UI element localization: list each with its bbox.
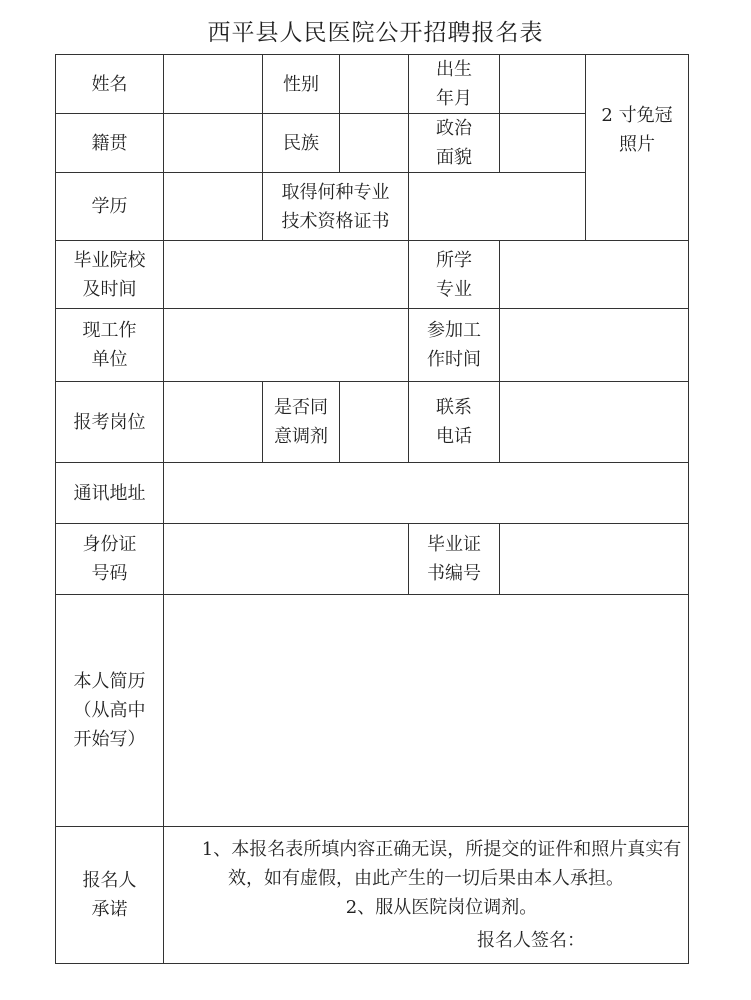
work-start-field[interactable] <box>500 309 689 382</box>
resume-label: 本人简历 （从高中 开始写） <box>73 671 146 750</box>
name-field[interactable] <box>164 55 263 114</box>
school-time-label: 毕业院校 及时间 <box>73 249 146 300</box>
photo-label: 2 寸免冠 照片 <box>601 104 673 155</box>
birth-label: 出生 年月 <box>436 59 472 109</box>
promise-label-cell <box>56 827 164 964</box>
political-status-label-cell <box>409 114 500 173</box>
promise-label: 报名人 承诺 <box>82 870 137 920</box>
native-place-label-cell <box>56 114 164 173</box>
work-start-label-cell <box>409 309 500 382</box>
education-label: 学历 <box>91 196 128 217</box>
work-unit-label-cell <box>56 309 164 382</box>
ethnicity-label: 民族 <box>283 132 319 154</box>
major-label-cell <box>409 241 500 309</box>
signature-label: 报名人签名： <box>477 930 585 951</box>
qualification-field[interactable] <box>409 173 586 241</box>
political-status-label: 政治 面貌 <box>436 118 472 168</box>
promise-content <box>164 827 689 964</box>
education-label-cell <box>56 173 164 241</box>
position-label: 报考岗位 <box>73 411 146 433</box>
major-label: 所学 专业 <box>436 249 472 300</box>
native-place-label: 籍贯 <box>91 132 128 154</box>
id-number-label: 身份证 号码 <box>82 534 137 584</box>
phone-label-cell <box>409 382 500 463</box>
work-unit-label: 现工作 单位 <box>82 320 137 370</box>
diploma-number-label-cell <box>409 524 500 595</box>
position-field[interactable] <box>164 382 263 463</box>
adjust-label: 是否同 意调剂 <box>274 397 328 447</box>
qualification-label-cell <box>263 173 409 241</box>
address-label: 通讯地址 <box>73 482 146 504</box>
resume-field[interactable] <box>164 595 689 827</box>
position-label-cell <box>56 382 164 463</box>
diploma-number-field[interactable] <box>500 524 689 595</box>
promise-line-2: 2、服从医院岗位调剂。 <box>345 897 538 918</box>
resume-label-cell <box>56 595 164 827</box>
name-label: 姓名 <box>91 73 128 95</box>
phone-field[interactable] <box>500 382 689 463</box>
ethnicity-label-cell <box>263 114 340 173</box>
photo-box[interactable] <box>586 55 689 241</box>
registration-form-table <box>55 54 689 964</box>
gender-field[interactable] <box>340 55 409 114</box>
work-start-label: 参加工 作时间 <box>427 320 481 370</box>
adjust-label-cell <box>263 382 340 463</box>
form-title: 西平县人民医院公开招聘报名表 <box>207 20 544 46</box>
gender-label: 性别 <box>283 73 319 95</box>
address-label-cell <box>56 463 164 524</box>
id-number-field[interactable] <box>164 524 409 595</box>
id-number-label-cell <box>56 524 164 595</box>
native-place-field[interactable] <box>164 114 263 173</box>
ethnicity-field[interactable] <box>340 114 409 173</box>
adjust-field[interactable] <box>340 382 409 463</box>
political-status-field[interactable] <box>500 114 586 173</box>
work-unit-field[interactable] <box>164 309 409 382</box>
major-field[interactable] <box>500 241 689 309</box>
qualification-label: 取得何种专业 技术资格证书 <box>281 181 390 232</box>
diploma-number-label: 毕业证 书编号 <box>427 534 481 584</box>
address-field[interactable] <box>164 463 689 524</box>
phone-label: 联系 电话 <box>436 397 472 447</box>
promise-line-1: 1、本报名表所填内容正确无误，所提交的证件和照片真实有效，如有虚假，由此产生的一切后果由本人承担。 <box>201 839 682 889</box>
name-label-cell <box>56 55 164 114</box>
birth-field[interactable] <box>500 55 586 114</box>
school-time-label-cell <box>56 241 164 309</box>
gender-label-cell <box>263 55 340 114</box>
education-field[interactable] <box>164 173 263 241</box>
school-time-field[interactable] <box>164 241 409 309</box>
signature-row <box>164 926 688 955</box>
birth-label-cell <box>409 55 500 114</box>
